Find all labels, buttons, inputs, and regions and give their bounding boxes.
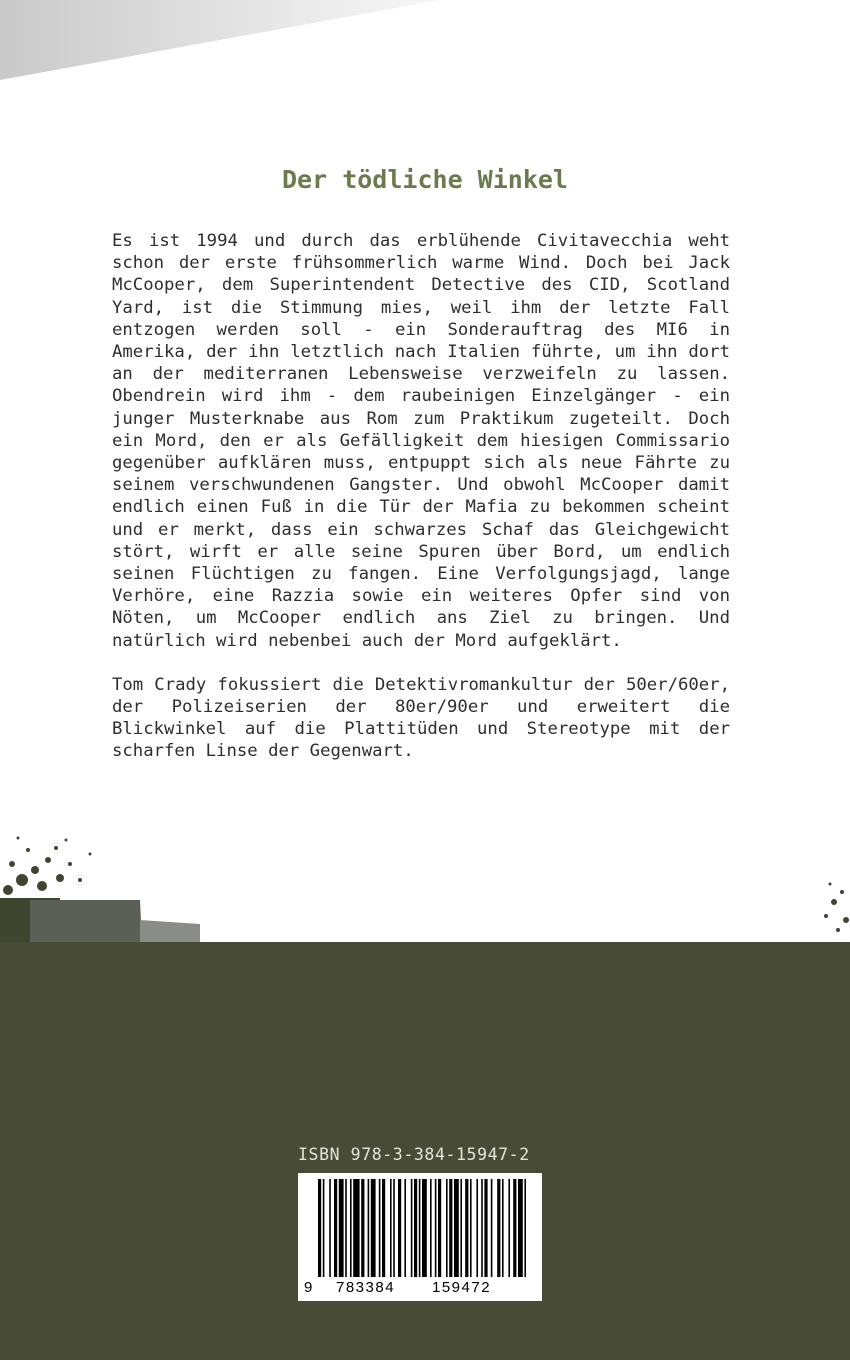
- barcode-bar: [422, 1179, 427, 1277]
- barcode-bar: [368, 1179, 370, 1277]
- book-title: Der tödliche Winkel: [282, 165, 568, 194]
- barcode-bar: [329, 1179, 331, 1277]
- barcode-digits-right: 159472: [432, 1279, 492, 1296]
- barcode-bar: [446, 1179, 448, 1277]
- barcode-bar: [508, 1179, 510, 1277]
- barcode-bar: [491, 1179, 493, 1277]
- barcode-bar: [470, 1179, 472, 1277]
- barcode-bar: [350, 1179, 352, 1277]
- barcode-bar: [465, 1179, 468, 1277]
- barcode-bar: [524, 1179, 526, 1277]
- barcode: [298, 1173, 542, 1301]
- barcode-bar: [339, 1179, 344, 1277]
- barcode-bar: [419, 1179, 421, 1277]
- barcode-bar: [414, 1179, 417, 1277]
- barcode-bar: [454, 1179, 459, 1277]
- barcode-bars: [298, 1173, 542, 1301]
- barcode-bar: [484, 1179, 487, 1277]
- barcode-bar: [497, 1179, 500, 1277]
- barcode-bar: [390, 1179, 392, 1277]
- barcode-digits-left: 783384: [336, 1279, 396, 1296]
- barcode-bar: [411, 1179, 413, 1277]
- barcode-bar: [382, 1179, 385, 1277]
- barcode-bar: [438, 1179, 441, 1277]
- ink-splatter-decoration: [0, 820, 850, 950]
- barcode-bar: [353, 1179, 359, 1277]
- barcode-bar: [502, 1179, 504, 1277]
- barcode-bar: [379, 1179, 381, 1277]
- barcode-bar: [345, 1179, 347, 1277]
- barcode-bar: [430, 1179, 432, 1277]
- blurb-paragraph: Tom Crady fokussiert die Detektivromankultur der 50er/60er, der Polizeiserien der 80er/90er und erweitert die Blickwinkel auf die Plattitüden und Stereotype mit der scharfen Linse der Gegenwart.: [112, 674, 730, 762]
- barcode-bar: [371, 1179, 376, 1277]
- barcode-bar: [323, 1179, 325, 1277]
- barcode-bar: [404, 1179, 406, 1277]
- barcode-bar: [513, 1179, 516, 1277]
- barcode-bar: [318, 1179, 321, 1277]
- barcode-bar: [435, 1179, 437, 1277]
- blurb-text: [112, 230, 730, 785]
- barcode-bar: [361, 1179, 364, 1277]
- blurb-paragraph: Es ist 1994 und durch das erblühende Civitavecchia weht schon der erste frühsommerlich warme Wind. Doch bei Jack McCooper, dem Superintendent Detective des CID, Scotland Yard, ist die Stimmung mies, weil ihm der letzte Fall entzogen werden soll - ein Sonderauftrag des MI6 in Amerika, der ihn letztlich nach Italien führte, um ihn dort an der mediterranen Lebensweise verzweifeln zu lassen. Obendrein wird ihm - dem raubeinigen Einzelgänger - ein junger Musterknabe aus Rom zum Praktikum zugeteilt. Doch ein Mord, den er als Gefälligkeit dem hiesigen Commissario gegenüber aufklären muss, entpuppt sich als neue Fährte zu seinem verschwundenen Gangster. Und obwohl McCooper damit endlich einen Fuß in die Tür der Mafia zu bekommen scheint und er merkt, dass ein schwarzes Schaf das Gleichgewicht stört, wirft er alle seine Spuren über Bord, um endlich seinen Flüchtigen zu fangen. Eine Verfolgungsjagd, lange Verhöre, eine Razzia sowie ein weiteres Opfer sind von Nöten, um McCooper endlich ans Ziel zu bringen. Und natürlich wird nebenbei auch der Mord aufgeklärt.: [112, 231, 730, 651]
- barcode-bar: [476, 1179, 478, 1277]
- barcode-bar: [449, 1179, 452, 1277]
- top-grey-wedge: [0, 0, 850, 90]
- isbn-label: ISBN 978-3-384-15947-2: [298, 1145, 530, 1164]
- barcode-bar: [334, 1179, 337, 1277]
- barcode-bar: [518, 1179, 523, 1277]
- barcode-bar: [460, 1179, 462, 1277]
- barcode-bar: [481, 1179, 483, 1277]
- barcode-bar: [398, 1179, 401, 1277]
- barcode-bar: [393, 1179, 395, 1277]
- barcode-digit-first: 9: [304, 1279, 313, 1296]
